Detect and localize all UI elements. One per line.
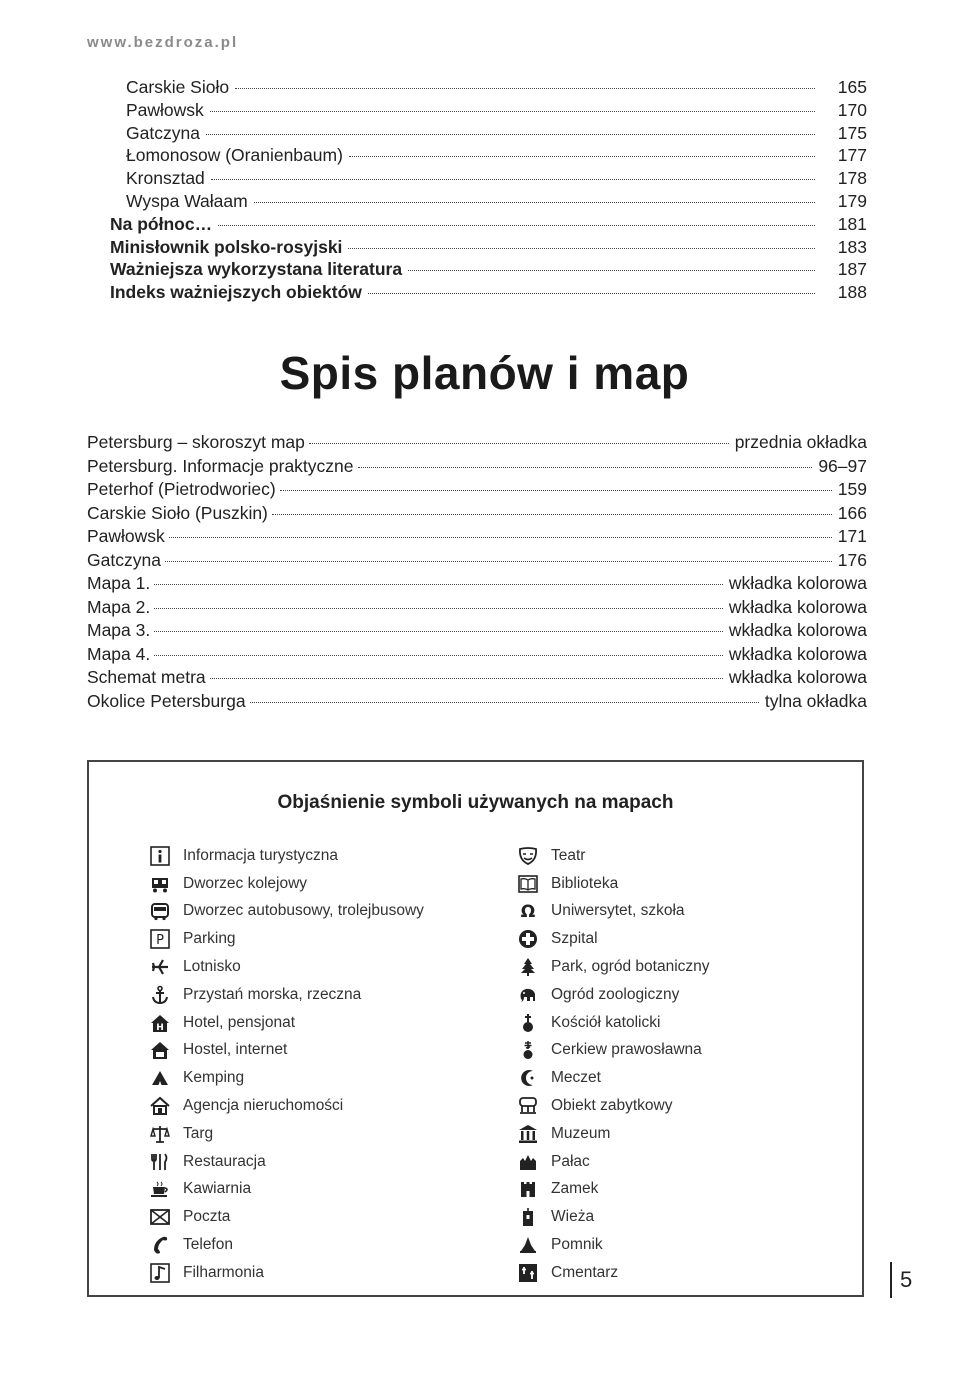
toc-entry xyxy=(110,100,867,123)
toc-entry-page: 188 xyxy=(837,282,867,303)
bus-icon xyxy=(149,900,171,922)
legend-box xyxy=(87,760,864,1297)
toc-entry-label: Kronsztad xyxy=(126,168,205,189)
legend-item-label: Przystań morska, rzeczna xyxy=(183,985,362,1003)
map-entry-label: Carskie Sioło (Puszkin) xyxy=(87,502,268,523)
monument-building-icon xyxy=(517,1095,539,1117)
dot-leader xyxy=(250,702,759,703)
svg-text:H: H xyxy=(156,1022,164,1033)
legend-item-label: Obiekt zabytkowy xyxy=(551,1097,673,1115)
map-entry-label: Peterhof (Pietrodworiec) xyxy=(87,479,276,499)
legend-item xyxy=(517,953,710,981)
legend-item xyxy=(149,953,424,981)
dot-leader xyxy=(210,111,815,112)
map-entry-page: wkładka kolorowa xyxy=(728,643,867,664)
legend-item-label: Hostel, internet xyxy=(183,1041,288,1059)
map-entry-page: 159 xyxy=(837,479,867,499)
map-entry xyxy=(87,573,867,597)
toc-entry xyxy=(110,123,867,146)
cemetery-icon xyxy=(517,1262,539,1284)
toc-entry-label: Ważniejsza wykorzystana literatura xyxy=(110,259,403,280)
catholic-church-icon xyxy=(517,1012,539,1034)
legend-item-label: Uniwersytet, szkoła xyxy=(551,902,685,920)
toc-entry-label: Carskie Sioło xyxy=(126,77,230,97)
dot-leader xyxy=(280,490,832,491)
map-entry-page: 166 xyxy=(837,502,867,523)
dot-leader xyxy=(218,225,815,226)
legend-item xyxy=(149,870,424,898)
legend-item xyxy=(517,1176,710,1204)
toc-entry-page: 183 xyxy=(837,236,867,257)
map-entry-label: Mapa 1. xyxy=(87,573,151,593)
legend-item-label: Ogród zoologiczny xyxy=(551,985,680,1003)
map-entry-page: 176 xyxy=(837,549,867,570)
omega-icon xyxy=(517,900,539,922)
statue-icon xyxy=(517,1234,539,1256)
museum-icon xyxy=(517,1123,539,1145)
legend-item xyxy=(517,981,710,1009)
legend-item-label: Dworzec autobusowy, trolejbusowy xyxy=(183,902,424,920)
hotel-icon xyxy=(149,1012,171,1034)
map-entry-label: Schemat metra xyxy=(87,667,206,687)
legend-item xyxy=(149,1037,424,1065)
toc-entry xyxy=(110,168,867,191)
legend-item xyxy=(149,1120,424,1148)
legend-item xyxy=(149,981,424,1009)
legend-item xyxy=(149,1259,424,1287)
legend-item-label: Wieża xyxy=(551,1208,595,1226)
toc-entry xyxy=(110,259,867,282)
toc-entry xyxy=(110,237,867,260)
dot-leader xyxy=(211,179,815,180)
toc-entry-page: 170 xyxy=(837,99,867,120)
music-note-icon xyxy=(149,1262,171,1284)
map-entry-label: Okolice Petersburga xyxy=(87,690,246,711)
map-entry-page: wkładka kolorowa xyxy=(728,667,867,687)
legend-item-label: Kościół katolicki xyxy=(551,1013,661,1031)
legend-item xyxy=(149,1176,424,1204)
toc-entry-page: 187 xyxy=(837,259,867,280)
legend-item xyxy=(517,898,710,926)
dot-leader xyxy=(165,561,832,562)
dot-leader xyxy=(154,608,723,609)
toc-entry-page: 178 xyxy=(837,168,867,189)
legend-item xyxy=(517,1148,710,1176)
legend-item xyxy=(517,1009,710,1037)
dot-leader xyxy=(309,443,729,444)
theatre-mask-icon xyxy=(517,845,539,867)
map-entry-label: Petersburg – skoroszyt map xyxy=(87,432,305,452)
castle-icon xyxy=(517,1178,539,1200)
map-entry xyxy=(87,503,867,527)
dot-leader xyxy=(169,537,832,538)
legend-item-label: Muzeum xyxy=(551,1124,611,1142)
toc-entry-label: Indeks ważniejszych obiektów xyxy=(110,282,362,303)
map-entry-label: Mapa 3. xyxy=(87,620,151,640)
info-icon xyxy=(149,845,171,867)
legend-item-label: Szpital xyxy=(551,930,598,948)
legend-item xyxy=(149,842,424,870)
legend-item-label: Agencja nieruchomości xyxy=(183,1097,344,1115)
legend-item xyxy=(149,1148,424,1176)
map-entry-label: Mapa 4. xyxy=(87,643,151,664)
legend-item xyxy=(149,1092,424,1120)
coffee-cup-icon xyxy=(149,1178,171,1200)
legend-item xyxy=(517,1037,710,1065)
dot-leader xyxy=(154,584,723,585)
site-url: www.bezdroza.pl xyxy=(87,34,239,51)
legend-item xyxy=(517,1064,710,1092)
maps-list xyxy=(87,432,867,714)
train-icon xyxy=(149,873,171,895)
crescent-icon xyxy=(517,1067,539,1089)
hostel-icon xyxy=(149,1039,171,1061)
page-number: 5 xyxy=(900,1267,913,1292)
legend-item-label: Kemping xyxy=(183,1069,245,1087)
legend-item xyxy=(517,842,710,870)
toc-entry-label: Gatczyna xyxy=(126,122,200,143)
legend-item xyxy=(517,1231,710,1259)
toc-entry-page: 179 xyxy=(837,190,867,211)
map-entry xyxy=(87,526,867,550)
map-entry-page: tylna okładka xyxy=(764,690,867,711)
palace-icon xyxy=(517,1151,539,1173)
legend-item xyxy=(149,925,424,953)
legend-item xyxy=(517,925,710,953)
svg-text:P: P xyxy=(156,933,164,949)
legend-title: Objaśnienie symboli używanych na mapach xyxy=(277,792,674,813)
dot-leader xyxy=(358,467,813,468)
map-entry-label: Mapa 2. xyxy=(87,596,151,617)
scales-icon xyxy=(149,1123,171,1145)
dot-leader xyxy=(154,631,723,632)
toc-entry-label: Wyspa Wałaam xyxy=(126,190,248,211)
legend-item-label: Lotnisko xyxy=(183,958,241,976)
page-number-marker xyxy=(890,1262,913,1298)
legend-item-label: Restauracja xyxy=(183,1152,266,1170)
legend-item-label: Targ xyxy=(183,1124,214,1142)
map-entry-label: Gatczyna xyxy=(87,549,161,570)
legend-item-label: Cmentarz xyxy=(551,1263,619,1281)
dot-leader xyxy=(348,248,815,249)
legend-item xyxy=(149,898,424,926)
dot-leader xyxy=(254,202,815,203)
anchor-icon xyxy=(149,984,171,1006)
tree-icon xyxy=(517,956,539,978)
parking-icon xyxy=(149,928,171,950)
envelope-icon xyxy=(149,1206,171,1228)
toc-entry xyxy=(110,191,867,214)
hospital-cross-icon xyxy=(517,928,539,950)
elephant-icon xyxy=(517,984,539,1006)
dot-leader xyxy=(368,293,815,294)
map-entry-page: przednia okładka xyxy=(734,432,867,452)
dot-leader xyxy=(206,134,815,135)
orthodox-church-icon xyxy=(517,1039,539,1061)
toc-entry-label: Pawłowsk xyxy=(126,99,204,120)
map-entry xyxy=(87,597,867,621)
dot-leader xyxy=(210,678,723,679)
map-entry xyxy=(87,456,867,480)
legend-item-label: Teatr xyxy=(551,846,586,864)
legend-item xyxy=(149,1203,424,1231)
tent-icon xyxy=(149,1067,171,1089)
map-entry-page: 171 xyxy=(837,526,867,546)
legend-item xyxy=(517,1203,710,1231)
map-entry xyxy=(87,479,867,503)
dot-leader xyxy=(235,88,815,89)
toc-entry-page: 181 xyxy=(837,213,867,234)
legend-item-label: Parking xyxy=(183,930,236,948)
legend-item xyxy=(517,1259,710,1287)
svg-text:Ω: Ω xyxy=(520,902,536,922)
toc-entry xyxy=(110,77,867,100)
toc-entry-label: Minisłownik polsko-rosyjski xyxy=(110,236,343,257)
legend-column-left xyxy=(149,842,424,1287)
legend-item-label: Meczet xyxy=(551,1069,601,1087)
legend-item-label: Hotel, pensjonat xyxy=(183,1013,296,1031)
map-entry xyxy=(87,550,867,574)
legend-item-label: Park, ogród botaniczny xyxy=(551,958,710,976)
legend-item-label: Informacja turystyczna xyxy=(183,846,339,864)
toc-entry-page: 177 xyxy=(837,145,867,166)
map-entry-label: Pawłowsk xyxy=(87,526,165,546)
legend-item xyxy=(517,870,710,898)
legend-item-label: Kawiarnia xyxy=(183,1180,252,1198)
dot-leader xyxy=(154,655,723,656)
map-entry xyxy=(87,432,867,456)
legend-item-label: Zamek xyxy=(551,1180,599,1198)
phone-icon xyxy=(149,1234,171,1256)
toc-entry-label: Na północ… xyxy=(110,213,213,234)
dot-leader xyxy=(408,270,815,271)
legend-item xyxy=(149,1231,424,1259)
legend-item-label: Telefon xyxy=(183,1236,233,1254)
maps-section-title: Spis planów i map xyxy=(279,347,690,399)
legend-item xyxy=(149,1064,424,1092)
airplane-icon xyxy=(149,956,171,978)
legend-item-label: Dworzec kolejowy xyxy=(183,874,308,892)
map-entry xyxy=(87,620,867,644)
legend-item-label: Cerkiew prawosławna xyxy=(551,1041,702,1059)
house-agency-icon xyxy=(149,1095,171,1117)
legend-item xyxy=(517,1092,710,1120)
toc-entry-label: Łomonosow (Oranienbaum) xyxy=(126,145,343,166)
legend-item-label: Biblioteka xyxy=(551,874,619,892)
legend-item xyxy=(149,1009,424,1037)
tower-icon xyxy=(517,1206,539,1228)
toc-entry xyxy=(110,282,867,305)
toc-entry-page: 175 xyxy=(837,122,867,143)
legend-item-label: Pałac xyxy=(551,1152,590,1170)
legend-item-label: Pomnik xyxy=(551,1236,603,1254)
map-entry xyxy=(87,644,867,668)
legend-item-label: Poczta xyxy=(183,1208,231,1226)
toc-entry-page: 165 xyxy=(837,77,867,97)
map-entry-page: 96–97 xyxy=(818,455,867,476)
table-of-contents xyxy=(110,77,867,305)
cutlery-icon xyxy=(149,1151,171,1173)
toc-entry xyxy=(110,214,867,237)
map-entry xyxy=(87,667,867,691)
legend-item-label: Filharmonia xyxy=(183,1263,264,1281)
legend-item xyxy=(517,1120,710,1148)
map-entry-page: wkładka kolorowa xyxy=(728,573,867,593)
book-icon xyxy=(517,873,539,895)
map-entry-label: Petersburg. Informacje praktyczne xyxy=(87,455,354,476)
map-entry-page: wkładka kolorowa xyxy=(728,596,867,617)
dot-leader xyxy=(349,156,815,157)
dot-leader xyxy=(272,514,832,515)
legend-column-right xyxy=(517,842,710,1287)
toc-entry xyxy=(110,145,867,168)
map-entry xyxy=(87,691,867,715)
map-entry-page: wkładka kolorowa xyxy=(728,620,867,640)
